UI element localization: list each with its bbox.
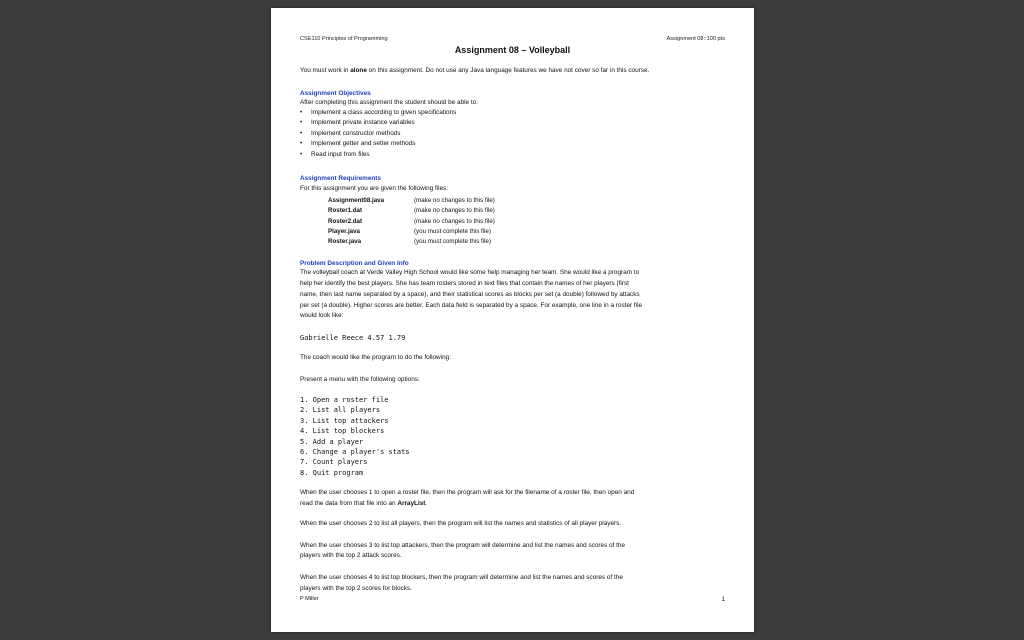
- objective-item: • Implement a class according to given specifications: [300, 108, 456, 118]
- file-name: Assignment08.java: [328, 197, 385, 204]
- choice1-line2: [300, 500, 427, 508]
- menu-options-list: [300, 395, 410, 478]
- menu-option: 8. Quit program: [300, 468, 364, 477]
- objective-item: • Implement constructor methods: [300, 129, 456, 139]
- menu-option: 5. Add a player: [300, 437, 364, 446]
- file-note: (make no changes to this file): [414, 197, 495, 204]
- file-row: [328, 237, 495, 247]
- file-row: [328, 227, 495, 237]
- coach-line: The coach would like the program to do the following:: [300, 354, 451, 361]
- arraylist-term: ArrayList: [397, 500, 426, 507]
- menu-option: 1. Open a roster file: [300, 396, 389, 404]
- objectives-list: [300, 108, 456, 160]
- objectives-lead: After completing this assignment the student should be able to:: [300, 99, 478, 106]
- menu-option: 6. Change a player's stats: [300, 448, 410, 457]
- problem-line: per set (a double). Higher scores are better. Each data field is separated by a space. For example, one line in a roster file: [300, 302, 643, 309]
- file-name: Roster.java: [328, 238, 362, 246]
- choice1-line1: When the user chooses 1 to open a roster file, then the program will ask for the filename of a roster file, then open and: [300, 489, 635, 496]
- intro-text-bold: alone: [350, 67, 367, 74]
- file-row: [328, 206, 495, 216]
- menu-option: 2. List all players: [300, 406, 381, 415]
- choice1-text: read the data from that file into an: [300, 500, 398, 507]
- page-number: 1: [721, 596, 725, 603]
- menu-option: 7. Count players: [300, 458, 368, 467]
- choice3-line: When the user chooses 3 to list top attackers, then the program will determine and list the names and scores of the: [300, 542, 626, 549]
- objective-item: • Implement getter and setter methods: [300, 139, 456, 149]
- file-name: Roster2.dat: [328, 217, 363, 225]
- file-list: [328, 196, 495, 247]
- file-row: [328, 196, 495, 206]
- choice1-text-end: .: [425, 500, 428, 507]
- intro-text-after: on this assignment. Do not use any Java language features we have not cover so far in this course.: [366, 67, 650, 74]
- footer-author: P Miller: [300, 596, 319, 602]
- file-note: (you must complete this file): [414, 238, 492, 246]
- header-course: CSE110 Principles of Programming: [300, 36, 388, 42]
- document-page: [271, 8, 754, 632]
- document-title: Assignment 08 – Volleyball: [454, 45, 571, 55]
- menu-option: 4. List top blockers: [300, 427, 385, 436]
- requirements-lead: For this assignment you are given the following files:: [300, 185, 449, 192]
- choice3-line: players with the top 2 attack scores.: [300, 552, 402, 559]
- example-roster-line: Gabrielle Reece 4.57 1.79: [300, 334, 406, 342]
- objective-item: • Read input from files: [300, 150, 456, 160]
- objective-item: • Implement private instance variables: [300, 118, 456, 128]
- problem-line: help her identify the best players. She has team rosters stored in text files that contain the names of her players (first: [300, 280, 629, 287]
- file-note: (make no changes to this file): [414, 217, 495, 225]
- choice4-line: When the user chooses 4 to list top blockers, then the program will determine and list the names and scores of the: [300, 574, 623, 581]
- choice2-line: When the user chooses 2 to list all players, then the program will list the names and statistics of all player players.: [300, 520, 622, 527]
- choice4-line: players with the top 2 scores for blocks.: [300, 585, 412, 592]
- menu-intro: Present a menu with the following options:: [300, 376, 420, 383]
- file-note: (you must complete this file): [414, 227, 492, 235]
- file-note: (make no changes to this file): [414, 207, 495, 215]
- problem-line: The volleyball coach at Verde Valley High School would like some help managing her team. She would like a program to: [300, 269, 640, 276]
- intro-line: [300, 67, 649, 75]
- objectives-heading: Assignment Objectives: [300, 90, 371, 97]
- header-assignment-points: Assignment 08::100 pts: [666, 36, 725, 42]
- problem-line: would look like:: [300, 312, 344, 319]
- file-row: [328, 217, 495, 227]
- requirements-heading: Assignment Requirements: [300, 175, 381, 182]
- intro-text-before: You must work in: [300, 67, 351, 74]
- file-name: Roster1.dat: [328, 207, 363, 215]
- file-name: Player.java: [328, 227, 360, 235]
- problem-line: name, then last name separated by a space), and their statistical scores as blocks per set (a double) followed by attacks: [300, 291, 640, 298]
- problem-heading: Problem Description and Given Info: [300, 260, 409, 267]
- menu-option: 3. List top attackers: [300, 416, 389, 425]
